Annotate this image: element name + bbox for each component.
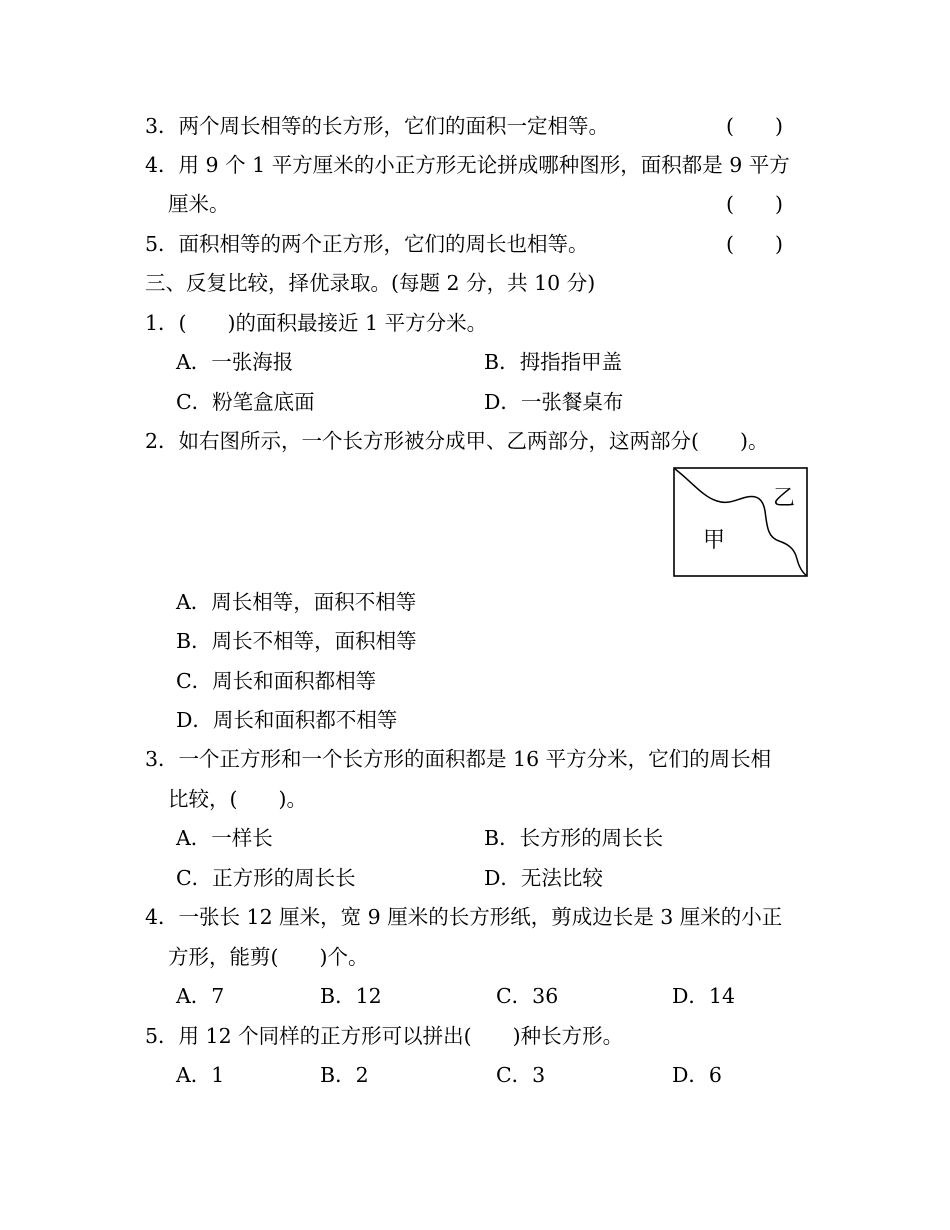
option-c[interactable]: C．3 <box>496 1063 546 1087</box>
question-3-stem: 3．一个正方形和一个长方形的面积都是 16 平方分米，它们的周长相 <box>145 747 772 771</box>
question-5-stem: 5．用 12 个同样的正方形可以拼出( )种长方形。 <box>145 1024 624 1048</box>
answer-blank[interactable]: ( ) <box>726 232 783 256</box>
option-a[interactable]: A．周长相等，面积不相等 <box>176 590 417 614</box>
option-d[interactable]: D．6 <box>672 1063 722 1087</box>
judge-item-3: 3．两个周长相等的长方形，它们的面积一定相等。 <box>145 114 610 138</box>
answer-blank[interactable]: ( ) <box>726 192 783 216</box>
question-4-stem: 4．一张长 12 厘米，宽 9 厘米的长方形纸，剪成边长是 3 厘米的小正 <box>145 905 783 929</box>
judge-item-4-cont: 厘米。 <box>168 192 230 216</box>
question-1-stem: 1．( )的面积最接近 1 平方分米。 <box>145 311 488 335</box>
answer-blank[interactable]: ( ) <box>726 114 783 138</box>
judge-item-4: 4．用 9 个 1 平方厘米的小正方形无论拼成哪种图形，面积都是 9 平方 <box>145 153 790 177</box>
option-d[interactable]: D．无法比较 <box>484 866 603 890</box>
option-c[interactable]: C．正方形的周长长 <box>176 866 356 890</box>
question-2-stem: 2．如右图所示，一个长方形被分成甲、乙两部分，这两部分( )。 <box>145 429 769 453</box>
judge-item-5: 5．面积相等的两个正方形，它们的周长也相等。 <box>145 232 589 256</box>
question-4-stem-cont: 方形，能剪( )个。 <box>168 945 369 969</box>
option-c[interactable]: C．周长和面积都相等 <box>176 669 377 693</box>
divided-rectangle-figure <box>673 467 809 583</box>
option-a[interactable]: A．一样长 <box>176 826 273 850</box>
option-a[interactable]: A．7 <box>176 984 225 1008</box>
option-c[interactable]: C．36 <box>496 984 559 1008</box>
question-3-stem-cont: 比较，( )。 <box>168 787 307 811</box>
option-c[interactable]: C．粉笔盒底面 <box>176 390 315 414</box>
option-b[interactable]: B．周长不相等，面积相等 <box>176 629 417 653</box>
section-title: 三、反复比较，择优录取。(每题 2 分，共 10 分) <box>145 271 596 295</box>
option-a[interactable]: A．一张海报 <box>176 350 294 374</box>
figure-label-yi: 乙 <box>773 486 796 511</box>
option-d[interactable]: D．一张餐桌布 <box>484 390 624 414</box>
option-b[interactable]: B．12 <box>320 984 382 1008</box>
option-d[interactable]: D．14 <box>672 984 736 1008</box>
figure-rectangle <box>674 468 807 576</box>
figure-label-jia: 甲 <box>703 528 726 553</box>
option-b[interactable]: B．拇指指甲盖 <box>484 350 623 374</box>
figure-svg <box>673 467 809 579</box>
option-b[interactable]: B．2 <box>320 1063 369 1087</box>
option-b[interactable]: B．长方形的周长长 <box>484 826 664 850</box>
option-d[interactable]: D．周长和面积都不相等 <box>176 708 398 732</box>
option-a[interactable]: A．1 <box>176 1063 225 1087</box>
